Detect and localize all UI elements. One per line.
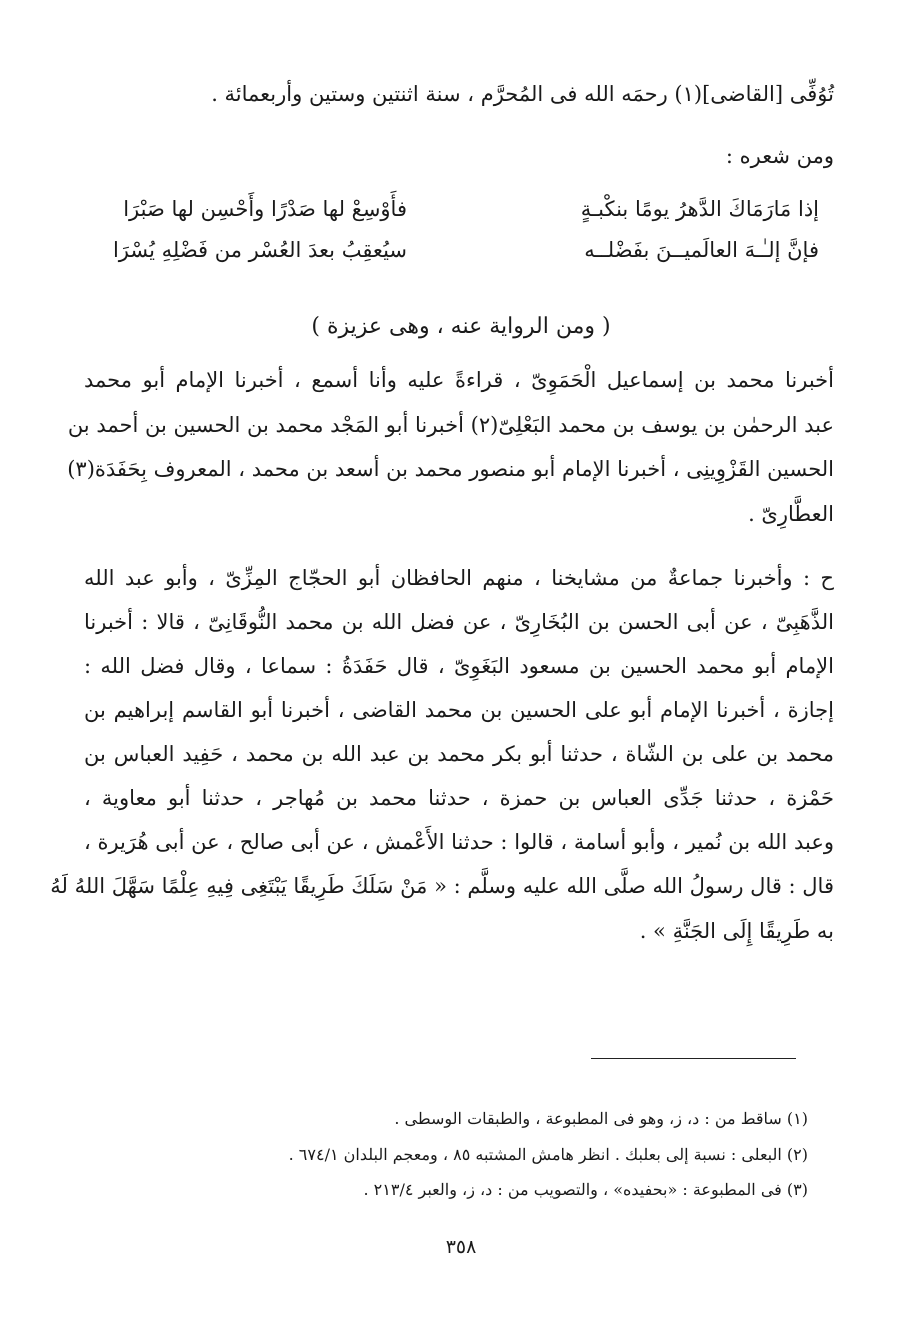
intro-death-line: تُوُفِّى [القاضى](١) رحمَه الله فى المُحرَّم ، سنة اثنتين وستين وأربعمائة . <box>211 82 834 106</box>
paragraph-line: محمد بن على بن الشّاة ، حدثنا أبو بكر محمد بن عبد الله بن محمد ، حَفِيد العباس بن <box>84 742 834 766</box>
footnote-separator <box>591 1058 796 1059</box>
verse-2-first-hemistich: فإنَّ إلـٰـهَ العالَميــنَ بفَضْلــه <box>584 238 819 262</box>
paragraph-line: الإمام أبو محمد الحسين بن مسعود البَغَوِىّ ، قال حَفَدَةُ : سماعا ، وقال فضل الله : <box>84 654 834 678</box>
paragraph-line: وعبد الله بن نُمير ، وأبو أسامة ، قالوا : حدثنا الأَعْمش ، عن أبى صالح ، عن أبى هُرَيرة ، <box>84 830 834 854</box>
paragraph-line: أخبرنا محمد بن إسماعيل الْحَمَوِىّ ، قراءةً عليه وأنا أسمع ، أخبرنا الإمام أبو محمد <box>84 368 834 392</box>
section-heading: ( ومن الرواية عنه ، وهى عزيزة ) <box>311 314 611 339</box>
paragraph-line: عبد الرحمٰن بن يوسف بن محمد البَعْلِىّ(٢) أخبرنا أبو المَجْد محمد بن الحسين بن أحمد بن <box>67 413 834 437</box>
paragraph-line: الحسين القَزْوِينِى ، أخبرنا الإمام أبو منصور محمد بن أسعد بن محمد ، المعروف بِحَفَدَة(٣) <box>67 457 834 481</box>
verse-1-first-hemistich: إذا مَارَمَاكَ الدَّهرُ يومًا بنكْبـةٍ <box>580 197 819 221</box>
verse-1-second-hemistich: فأَوْسِعْ لها صَدْرًا وأَحْسِن لها صَبْرَا <box>123 197 407 221</box>
verse-2-second-hemistich: سيُعقِبُ بعدَ العُسْر من فَضْلِهِ يُسْرَا <box>112 238 407 262</box>
poetry-intro-line: ومن شعره : <box>725 144 834 168</box>
paragraph-line: إجازة ، أخبرنا الإمام أبو على الحسين بن محمد القاضى ، أخبرنا أبو القاسم إبراهيم بن <box>84 698 834 722</box>
paragraph-line: به طَرِيقًا إِلَى الجَنَّةِ » . <box>639 919 834 943</box>
paragraph-line: العطَّارِىّ . <box>748 502 834 526</box>
footnote-2: (٢) البعلى : نسبة إلى بعلبك . انظر هامش المشتبه ٨٥ ، ومعجم البلدان ٦٧٤/١ . <box>288 1145 808 1164</box>
page-number: ٣٥٨ <box>445 1236 477 1258</box>
footnote-3: (٣) فى المطبوعة : «بحفيده» ، والتصويب من : د، ز، والعبر ٢١٣/٤ . <box>363 1180 808 1199</box>
paragraph-line: حَمْزة ، حدثنا جَدِّى العباس بن حمزة ، حدثنا محمد بن مُهاجر ، حدثنا أبو معاوية ، <box>84 786 834 810</box>
paragraph-line: قال : قال رسولُ الله صلَّى الله عليه وسلَّم : « مَنْ سَلَكَ طَرِيقًا يَبْتَغِى فِيهِ عِلْمًا سَهَّلَ اللهُ لَهُ <box>50 874 834 898</box>
footnote-1: (١) ساقط من : د، ز، وهو فى المطبوعة ، والطبقات الوسطى . <box>394 1109 808 1128</box>
paragraph-line: ح : وأخبرنا جماعةٌ من مشايخنا ، منهم الحافظان أبو الحجّاج المِزِّىّ ، وأبو عبد الله <box>84 566 834 590</box>
paragraph-line: الذَّهَبِىّ ، عن أبى الحسن بن البُخَارِىّ ، عن فضل الله بن محمد النُّوقَانِىّ ، قالا : أخبرنا <box>84 610 834 634</box>
